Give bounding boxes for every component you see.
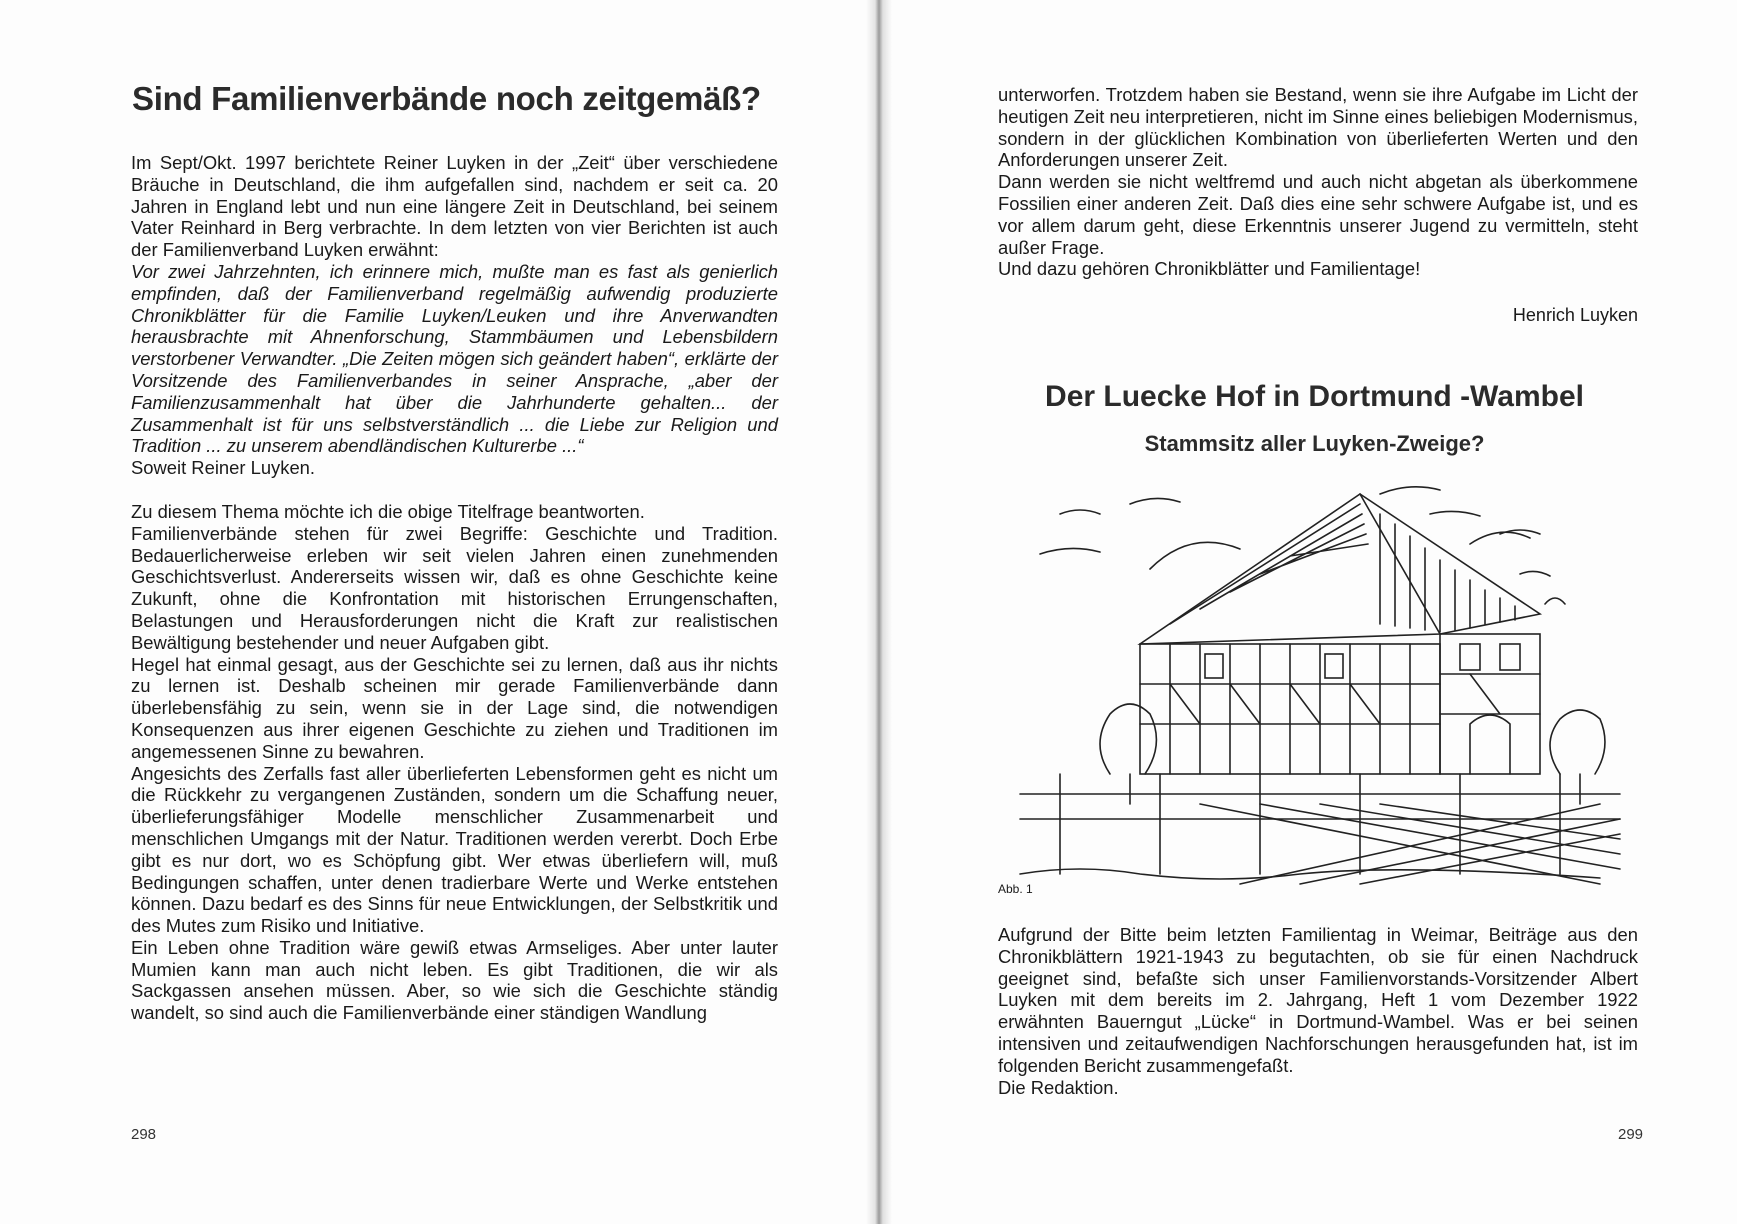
quote: Vor zwei Jahrzehnten, ich erinnere mich, mußte man es fast als genierlich empfinden, daß der Familienverband regelmäßig aufwendig produzierte Chronikblätter für die Familie Luyken/Leuken und ihre Anverwandten herausbrachte mit Ahnenforschung, Stammbäumen und Lebensbildern verstorbener Verwandter. „Die Zeiten mögen sich geändert haben“, erklärte der Vorsitzende des Familienverbandes in seiner Ansprache, „aber der Familienzusammenhalt hat über die Jahrhunderte gehalten... der Zusammenhalt ist für uns selbstverständlich ... die Liebe zur Religion und Tradition ... zu unserem abendländischen Kulturerbe ...“ [131,260,778,457]
quote-source: Soweit Reiner Luyken. [131,457,316,479]
paragraph: Angesichts des Zerfalls fast aller überlieferten Lebensformen geht es nicht um die Rückkehr zu vergangenen Zuständen, sondern um die Schaffung neuer, überlieferungsfähiger Modelle menschlicher Zusammenarbeit und menschlichen Umgangs mit der Natur. Traditionen werden vererbt. Doch Erbe gibt es nur dort, wo es Schöpfung gibt. Wer etwas überliefern will, muß Bedingungen schaffen, unter denen tradierbare Werte und Werke entstehen können. Dazu bedarf es des Sinns für neue Entwicklungen, der Selbstkritik und des Mutes zum Risiko und Initiative. [131,762,778,937]
paragraph: Zu diesem Thema möchte ich die obige Titelfrage beantworten. [131,500,645,522]
paragraph: Ein Leben ohne Tradition wäre gewiß etwas Armseliges. Aber unter lauter Mumien kann man auch nicht leben. Es gibt Traditionen, die wir als Sackgassen ansehen müssen. Aber, so wie sich die Geschichte ständig wandelt, so sind auch die Familienverbände einer ständigen Wandlung [131,936,778,1024]
author-signature: Henrich Luyken [1512,305,1638,325]
article-body [131,152,778,1024]
paragraph: Im Sept/Okt. 1997 berichtete Reiner Luyken in der „Zeit“ über verschiedene Bräuche in Deutschland, die ihm aufgefallen sind, nachdem er seit ca. 20 Jahren in England lebt und nun eine längere Zeit in Deutschland, bei seinem Vater Reinhard in Berg verbrachte. In dem letzten von vier Berichten ist auch der Familienverband Luyken erwähnt: [131,152,778,261]
article-title: Sind Familienverbände noch zeitgemäß? [132,80,761,117]
article-continuation [998,84,1638,280]
page-number: 299 [1618,1126,1644,1143]
left-page [0,0,866,1224]
paragraph: Familienverbände stehen für zwei Begriffe: Geschichte und Tradition. Bedauerlicherweise erleben wir seit vielen Jahren einen zunehmenden Geschichtsverlust. Andererseits wissen wir, daß es ohne Geschichte keine Zukunft, ohne die Konfrontation mit historischen Errungenschaften, Belastungen und Herausforderungen nicht die Kraft zur realistischen Bewältigung bestehender und neuer Aufgaben gibt. [131,522,778,653]
paragraph: Und dazu gehören Chronikblätter und Familientage! [998,258,1421,280]
page-number: 298 [131,1126,157,1143]
article-title: Der Luecke Hof in Dortmund -Wambel [1045,380,1584,413]
editor-note: Die Redaktion. [998,1076,1119,1098]
paragraph: Dann werden sie nicht weltfremd und auch nicht abgetan als überkommene Fossilien einer anderen Zeit. Daß dies eine sehr schwere Aufgabe ist, und es vor allem darum geht, diese Erkenntnis unserer Jugend zu vermitteln, steht außer Frage. [998,171,1638,258]
farmhouse-illustration [1000,474,1640,894]
article-subtitle: Stammsitz aller Luyken-Zweige? [1144,431,1485,456]
paragraph: Hegel hat einmal gesagt, aus der Geschichte sei zu lernen, daß aus ihr nichts zu lernen ist. Deshalb scheinen mir gerade Familienverbände dann überlebensfähig zu sein, wenn sie in der Lage sind, die notwendigen Konsequenzen aus ihrer eigenen Geschichte zu ziehen und Traditionen im angemessenen Sinne zu bewahren. [131,653,778,762]
figure-label: Abb. 1 [998,882,1033,896]
article-intro [998,924,1638,1098]
right-page [892,0,1737,1224]
book-gutter [866,0,892,1224]
paragraph: Aufgrund der Bitte beim letzten Familientag in Weimar, Beiträge aus den Chronikblättern 1921-1943 zu begutachten, ob sie für einen Nachdruck geeignet sind, befaßte sich unser Familienvorstands-Vorsitzender Albert Luyken mit dem bereits im 2. Jahrgang, Heft 1 vom Dezember 1922 erwähnten Bauerngut „Lücke“ in Dortmund-Wambel. Was er bei seinen intensiven und zeitaufwendigen Nachforschungen herausgefunden hat, ist im folgenden Bericht zusammengefaßt. [998,924,1638,1076]
paragraph: unterworfen. Trotzdem haben sie Bestand, wenn sie ihre Aufgabe im Licht der heutigen Zeit neu interpretieren, nicht im Sinne eines beliebigen Modernismus, sondern in der glücklichen Kombination von überlieferten Werten und den Anforderungen unserer Zeit. [998,84,1638,171]
